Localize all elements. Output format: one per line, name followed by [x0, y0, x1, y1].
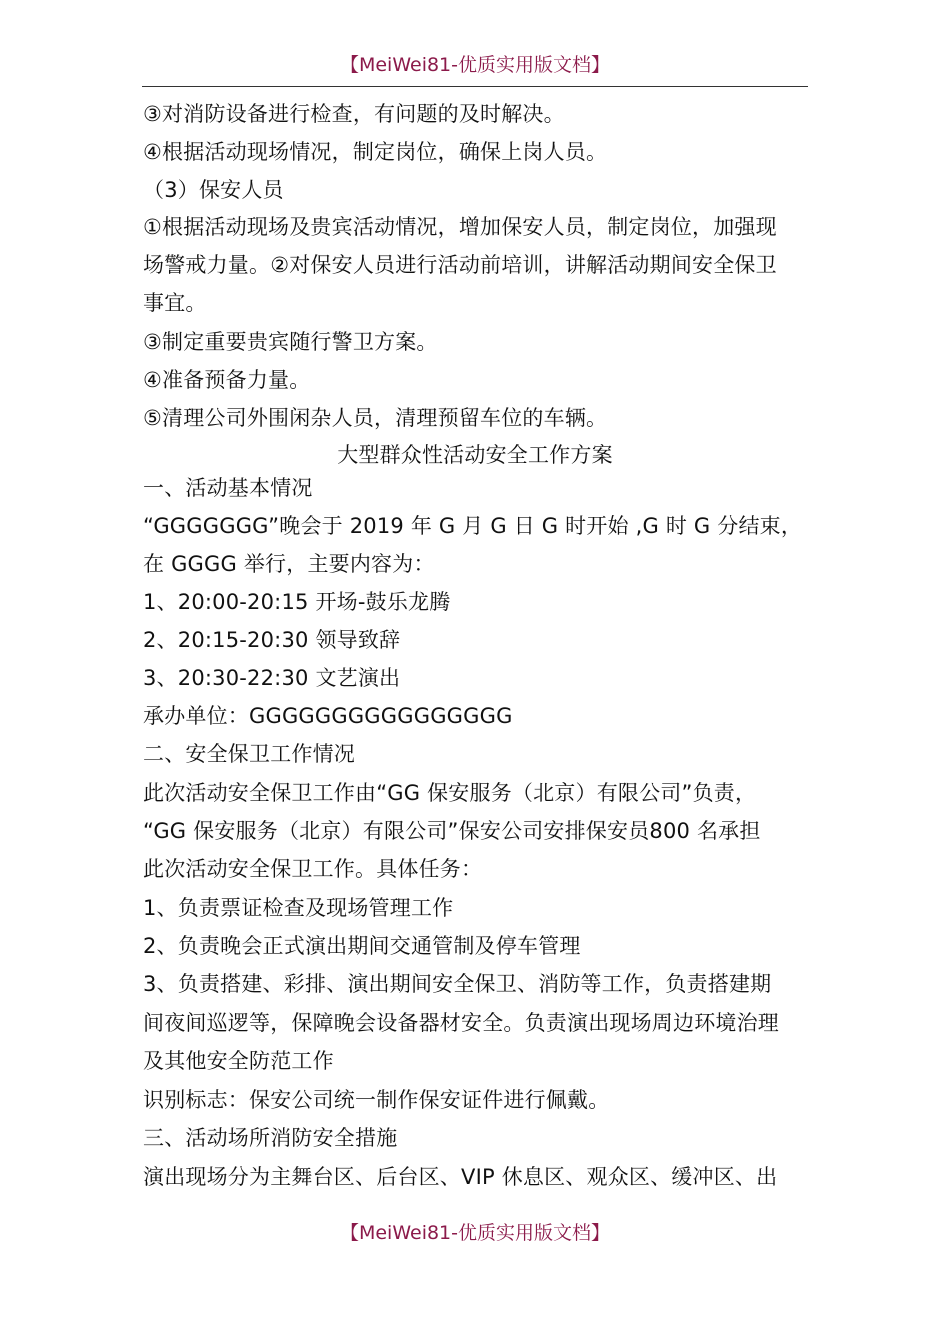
header-divider [142, 86, 808, 87]
body-line: 间夜间巡逻等，保障晚会设备器材安全。负责演出现场周边环境治理 [143, 1011, 779, 1035]
body-line: 承办单位：GGGGGGGGGGGGGGGG [143, 704, 513, 728]
body-line: ④准备预备力量。 [143, 368, 311, 392]
body-line: 识别标志：保安公司统一制作保安证件进行佩戴。 [143, 1088, 610, 1112]
body-line: 此次活动安全保卫工作由“GG 保安服务（北京）有限公司”负责， [143, 781, 757, 805]
body-line: “GGGGGGG”晚会于 2019 年 G 月 G 日 G 时开始 ,G 时 G 分结束， [143, 514, 803, 538]
list-item: 1、20:00-20:15 开场-鼓乐龙腾 [143, 590, 451, 614]
section-heading: 二、安全保卫工作情况 [143, 742, 355, 766]
page-header: 【MeiWei81-优质实用版文档】 [339, 54, 611, 76]
list-item: 1、负责票证检查及现场管理工作 [143, 896, 454, 920]
body-line: ③制定重要贵宾随行警卫方案。 [143, 330, 438, 354]
body-line: 及其他安全防范工作 [143, 1049, 334, 1073]
body-line: 场警戒力量。②对保安人员进行活动前培训，讲解活动期间安全保卫 [143, 253, 777, 277]
body-line: 此次活动安全保卫工作。具体任务： [143, 857, 483, 881]
list-item: 2、负责晚会正式演出期间交通管制及停车管理 [143, 934, 581, 958]
body-line: ④根据活动现场情况，制定岗位，确保上岗人员。 [143, 140, 608, 164]
list-item: 3、负责搭建、彩排、演出期间安全保卫、消防等工作，负责搭建期 [143, 972, 772, 996]
section-title: 大型群众性活动安全工作方案 [337, 443, 613, 467]
body-line: ③对消防设备进行检查，有问题的及时解决。 [143, 102, 565, 126]
body-line: 事宜。 [143, 291, 207, 315]
section-heading: 三、活动场所消防安全措施 [143, 1126, 398, 1150]
body-line: ⑤清理公司外围闲杂人员，清理预留车位的车辆。 [143, 406, 608, 430]
body-line: “GG 保安服务（北京）有限公司”保安公司安排保安员800 名承担 [143, 819, 761, 843]
list-item: 3、20:30-22:30 文艺演出 [143, 666, 401, 690]
page-footer: 【MeiWei81-优质实用版文档】 [339, 1222, 611, 1244]
body-line: （3）保安人员 [143, 178, 284, 202]
section-heading: 一、活动基本情况 [143, 476, 313, 500]
body-line: ①根据活动现场及贵宾活动情况，增加保安人员，制定岗位，加强现 [143, 215, 777, 239]
body-line: 在 GGGG 举行，主要内容为： [143, 552, 435, 576]
list-item: 2、20:15-20:30 领导致辞 [143, 628, 401, 652]
body-line: 演出现场分为主舞台区、后台区、VIP 休息区、观众区、缓冲区、出 [143, 1165, 778, 1189]
